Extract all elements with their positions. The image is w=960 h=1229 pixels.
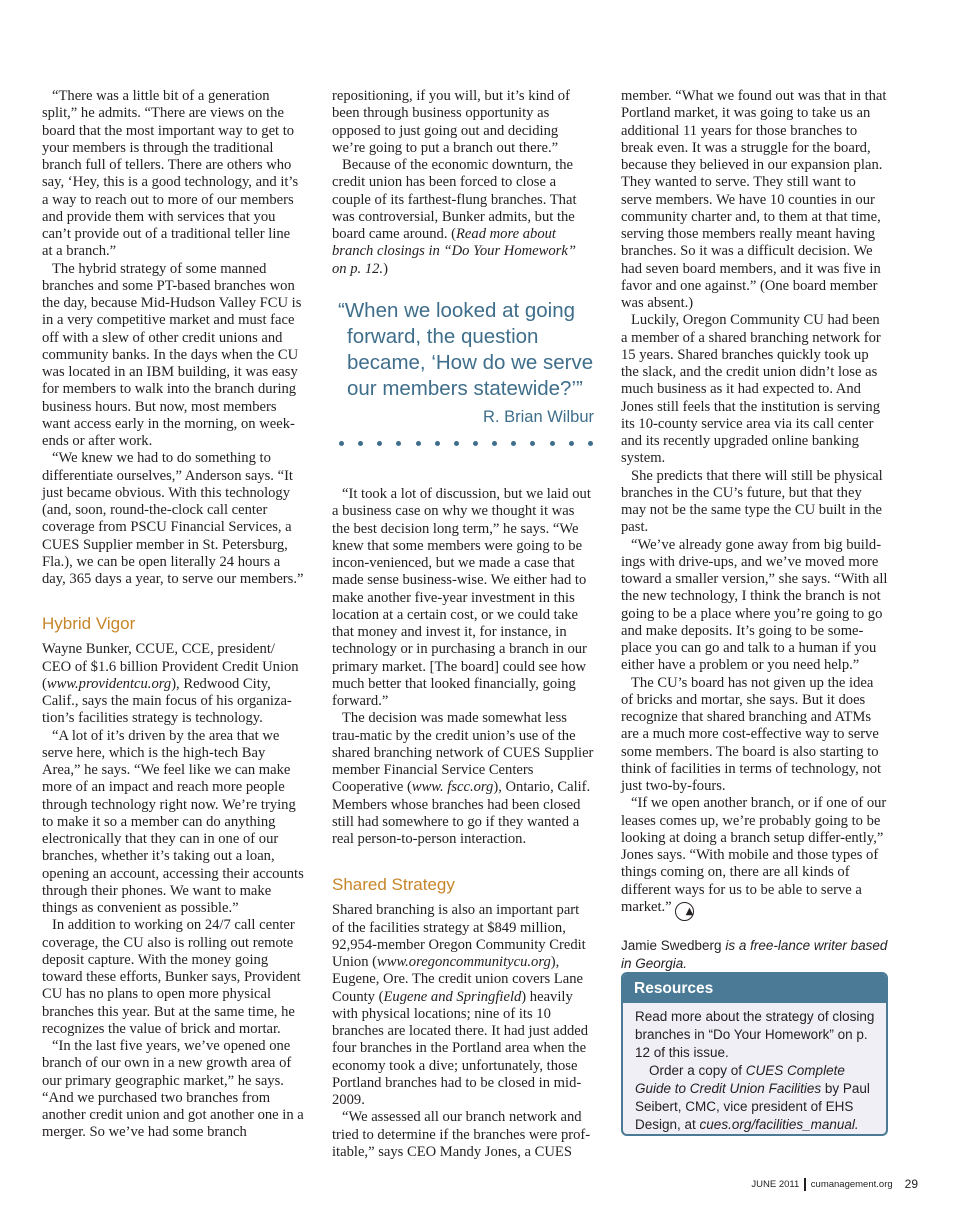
divider-dot (339, 441, 344, 446)
paragraph (621, 795, 889, 921)
text: ) heavily with physical locations; nine of its 10 branches are located there. It had just added four branches in the Portland area when the economy took a dive; unfortunately, those Portland branches had to be closed in mid-2009. (332, 988, 589, 1108)
text: ), Redwood City, Calif., says the main focus of his organiza-tion’s facilities strategy is technology. (42, 675, 292, 727)
text: by Paul Seibert, CMC, vice president of EHS Design, at (635, 1081, 870, 1132)
paragraph: “It took a lot of discussion, but we laid out a business case on why we thought it was the best decision long term,” he says. “We knew that some members were going to be incon-venienced, but we made a case that made sense business-wise. We either had to make another five-year investment in this location at a certain cost, or we could take that money and invest it, for instance, in technology or in purchasing a branch in our primary market. [The board] could see how much better that looked financially, going forward.” (332, 486, 591, 709)
text: The decision was made somewhat less trau-matic by the credit union’s use of the shared branching network of CUES Supplier member Financial Service Centers Cooperative ( (332, 710, 594, 796)
text: Wayne Bunker, CCUE, CCE, president/ CEO of $1.6 billion Provident Credit Union ( (42, 641, 299, 692)
pull-quote-attribution: R. Brian Wilbur (483, 408, 594, 426)
footer-divider (804, 1178, 806, 1191)
text: Shared branching is also an important part of the facilities strategy at $849 million, 92,954-member Oregon Community Credit Union ( (332, 902, 586, 970)
divider-dot (550, 441, 555, 446)
url-text: www. fscc.org (411, 779, 494, 796)
paragraph: She predicts that there will still be physical branches in the CU’s future, but that they may not be the same type the CU built in the past. (621, 467, 883, 536)
divider-dot (377, 441, 382, 446)
divider-dot (454, 441, 459, 446)
article-column-2-bottom (332, 486, 594, 1161)
divider-dot (530, 441, 535, 446)
divider-dot (588, 441, 593, 446)
paragraph: “We knew we had to do something to differentiate ourselves,” Anderson says. “It just became obvious. With this technology (and, soon, round-the-clock call center coverage from PSCU Financial Services, a CUES Supplier member in St. Petersburg, Fla.), we can be open literally 24 hours a day, 365 days a year, to serve our members.” (42, 450, 304, 587)
paragraph (332, 157, 594, 278)
paragraph: “A lot of it’s driven by the area that we serve here, which is the high-tech Bay Area,” he says. “We feel like we can make more of an impact and reach more people through technology right now. We’re trying to make it so a member can do anything electronically that they can in one of our branches, whether it’s taking out a loan, opening an account, accessing their accounts through their phones. We want to make things as convenient as possible.” (42, 727, 304, 916)
paragraph: “We’ve already gone away from big build-ings with drive-ups, and we’ve moved more toward a smaller version,” she says. “With all the new technology, I think the branch is not going to be a place where you’re going to go and make deposits. It’s going to be some-place you can go and talk to a human if you either have a problem or you need help.” (621, 536, 888, 674)
paragraph: repositioning, if you will, but it’s kind of been through business opportunity as opposed to just going out and deciding we’re going to put a branch out there.” (332, 88, 570, 156)
resources-body (623, 1003, 886, 1134)
book-title: CUES Complete Guide to Credit Union Facilities (635, 1063, 845, 1096)
page-footer (751, 1177, 918, 1191)
text: ), Ontario, Calif. Members whose branches had been closed still had somewhere to go if they wanted a real person-to-person interaction. (332, 779, 591, 847)
paragraph: In addition to working on 24/7 call center coverage, the CU also is rolling out remote deposit capture. With the money going toward these efforts, Bunker says, Provident CU has no plans to open more physical branches this year. But at the same time, he recognizes the value of brick and mortar. (42, 917, 301, 1037)
text: ), Eugene, Ore. The credit union covers Lane County ( (332, 954, 583, 1005)
divider-dot (416, 441, 421, 446)
dotted-divider (338, 441, 594, 446)
article-column-1 (42, 88, 304, 1142)
divider-dot (396, 441, 401, 446)
divider-dot (358, 441, 363, 446)
author-bio (621, 937, 889, 973)
paragraph: “We assessed all our branch network and tried to determine if the branches were prof-itable,” says CEO Mandy Jones, a CUES (332, 1109, 591, 1160)
divider-dot (511, 441, 516, 446)
section-heading-hybrid-vigor: Hybrid Vigor (42, 614, 136, 634)
issue-date: JUNE 2011 (751, 1178, 800, 1190)
divider-dot (435, 441, 440, 446)
url-text: www.providentcu.org (46, 675, 172, 692)
resources-paragraph (635, 1062, 876, 1134)
italic-text: Eugene and Springfield (383, 988, 522, 1005)
resources-title: Resources (623, 974, 886, 1003)
divider-dot (569, 441, 574, 446)
paragraph (332, 902, 594, 1109)
paragraph: Luckily, Oregon Community CU had been a member of a shared branching network for 15 years. Shared branches quickly took up the slack, and the credit union didn’t lose as much business as it had expected to. And Jones still feels that the institution is serving its 10-county service area via its call center and its recently upgraded online banking system. (621, 312, 881, 467)
text: “If we open another branch, or if one of our leases comes up, we’re probably going to be looking at doing a branch setup differ-ently,” Jones says. “With mobile and those types of things coming on, there are all kinds of different ways for us to be able to serve a market.” (621, 795, 887, 915)
cross-reference: Read more about branch closings in “Do Your Homework” on p. 12. (332, 226, 576, 277)
article-column-3 (621, 88, 889, 973)
site-link[interactable]: cumanagement.org (810, 1178, 893, 1190)
text: Because of the economic downturn, the credit union has been forced to close a couple of its farthest-flung branches. That was controversial, Bunker admits, but the board came around. ( (332, 157, 577, 242)
resources-paragraph: Read more about the strategy of closing branches in “Do Your Homework” on p. 12 of this issue. (635, 1009, 875, 1060)
paragraph: member. “What we found out was that in that Portland market, it was going to take us an additional 11 years for those branches to break even. It was a struggle for the board, because they believed in our expansion plan. They wanted to serve. They still want to serve members. We have 10 counties in our community charter and, to them at that time, serving those members really meant having branches. So it was a difficult decision. We had seven board members, and it was five in favor and one against.” (One board member was absent.) (621, 88, 887, 311)
resource-link[interactable]: cues.org/facilities_manual. (699, 1117, 859, 1132)
paragraph: The hybrid strategy of some manned branches and some PT-based branches won the day, because Mid-Hudson Valley FCU is in a very competitive market and must face off with a slew of other credit unions and community banks. In the days when the CU was located in an IBM building, it was easy for members to walk into the branch during business hours. But now, most members want access early in the morning, on week-ends or after work. (42, 260, 302, 449)
paragraph: The CU’s board has not given up the idea of bricks and mortar, she says. But it does recognize that shared branching and ATMs are a much more cost-effective way to serve some members. The board is also starting to think of facilities in terms of technology, not just two-by-fours. (621, 674, 882, 794)
text: Order a copy of (649, 1063, 746, 1078)
pull-quote (338, 298, 594, 446)
divider-dot (492, 441, 497, 446)
section-heading-shared-strategy: Shared Strategy (332, 875, 455, 895)
pull-quote-text: “When we looked at going forward, the question became, ‘How do we serve our members statewide?’” (338, 299, 594, 400)
url-text: www.oregoncommunitycu.org (377, 954, 551, 970)
article-column-2-top (332, 88, 594, 278)
resources-box (621, 972, 888, 1136)
text: ) (383, 260, 388, 277)
cu-logo-icon: ▲ (675, 902, 694, 921)
paragraph: “In the last five years, we’ve opened one branch of our own in a new growth area of our primary geographic market,” he says. “And we purchased two branches from another credit union and got another one in a merger. So we’ve had some branch (42, 1038, 304, 1141)
page-number: 29 (904, 1177, 918, 1191)
author-bio-text: is a free-lance writer based in Georgia. (621, 937, 888, 971)
paragraph (42, 641, 304, 727)
paragraph: “There was a little bit of a generation split,” he admits. “There are views on the board that the most important way to get to your members is through the traditional branch full of tellers. There are others who say, ‘Hey, this is a good technology, and it’s a way to reach out to more of our members and provide them with services that you can’t provide out of a traditional teller line at a branch.” (42, 88, 299, 260)
divider-dot (473, 441, 478, 446)
paragraph (332, 710, 594, 848)
author-name: Jamie Swedberg (621, 937, 722, 953)
